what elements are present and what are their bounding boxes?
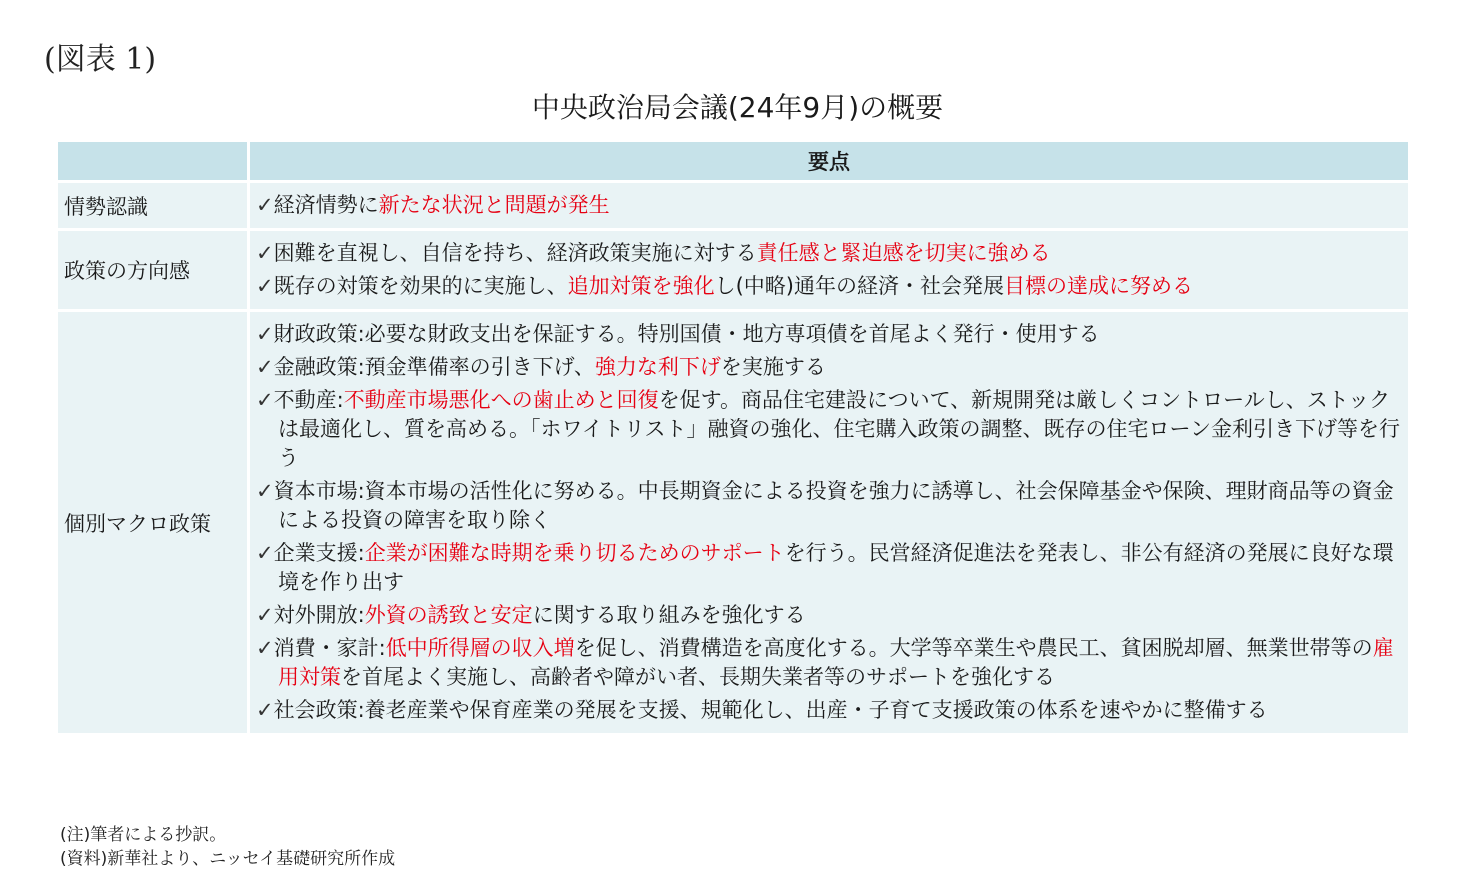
check-icon: ✓: [256, 193, 274, 217]
row-category: 情勢認識: [58, 183, 250, 228]
note-line: (注)筆者による抄訳。: [60, 825, 227, 845]
check-icon: ✓: [256, 388, 274, 412]
table-title: 中央政治局会議(24年9月)の概要: [531, 91, 944, 124]
point-item: [256, 191, 1404, 220]
point-text: 困難を直視し、自信を持ち、経済政策実施に対する: [273, 241, 757, 265]
check-icon: ✓: [256, 322, 274, 346]
highlighted-text: 新たな状況と問題が発生: [378, 193, 610, 217]
row-points: [250, 231, 1408, 309]
point-item: [256, 696, 1404, 725]
point-text: 企業支援:: [273, 541, 365, 565]
check-icon: ✓: [256, 698, 274, 722]
check-icon: ✓: [256, 479, 274, 503]
highlighted-text: 目標の達成に努める: [1004, 274, 1193, 298]
point-item: [256, 320, 1404, 349]
point-item: [256, 272, 1404, 301]
point-text: 経済情勢に: [273, 193, 379, 217]
row-category: 個別マクロ政策: [58, 312, 250, 733]
figure-label: (図表 1): [44, 42, 157, 77]
header-key-points: 要点: [250, 142, 1408, 180]
point-item: [256, 386, 1404, 473]
point-item: [256, 239, 1404, 268]
point-item: [256, 634, 1404, 692]
check-icon: ✓: [256, 603, 274, 627]
row-points: [250, 183, 1408, 228]
highlighted-text: 責任感と緊迫感を切実に強める: [756, 241, 1051, 265]
point-text: 不動産:: [273, 388, 344, 412]
table-row: [58, 312, 1408, 733]
point-text: 財政政策:必要な財政支出を保証する。特別国債・地方専項債を首尾よく発行・使用する: [273, 322, 1100, 346]
highlighted-text: 追加対策を強化: [567, 274, 715, 298]
summary-table: [58, 139, 1408, 736]
point-text: し(中略)通年の経済・社会発展: [714, 274, 1004, 298]
row-points: [250, 312, 1408, 733]
point-text: を促し、消費構造を高度化する。大学等卒業生や農民工、貧困脱却層、無業世帯等の: [574, 636, 1373, 660]
point-text: 金融政策:預金準備率の引き下げ、: [273, 355, 595, 379]
point-text: を実施する: [720, 355, 826, 379]
header-blank-cell: [58, 142, 250, 180]
point-text: を首尾よく実施し、高齢者や障がい者、長期失業者等のサポートを強化する: [341, 665, 1055, 689]
table-row: [58, 231, 1408, 309]
point-text: を促す。商品住宅建設について、新規開発は厳しくコントロールし、ストックは最適化し、質を高める。「ホワイトリスト」融資の強化、住宅購入政策の調整、既存の住宅ローン金利引き下げ等を行う: [278, 388, 1401, 470]
point-item: [256, 477, 1404, 535]
point-text: 既存の対策を効果的に実施し、: [273, 274, 568, 298]
check-icon: ✓: [256, 541, 274, 565]
point-text: に関する取り組みを強化する: [532, 603, 806, 627]
point-text: 消費・家計:: [273, 636, 386, 660]
point-item: [256, 539, 1404, 597]
check-icon: ✓: [256, 241, 274, 265]
highlighted-text: 企業が困難な時期を乗り切るためのサポート: [364, 541, 785, 565]
table-header-row: [58, 142, 1408, 180]
point-item: [256, 353, 1404, 382]
notes: [60, 823, 395, 871]
point-text: を行う。民営経済促進法を発表し、非公有経済の発展に良好な環境を作り出す: [278, 541, 1394, 594]
point-item: [256, 601, 1404, 630]
table-row: [58, 183, 1408, 228]
highlighted-text: 低中所得層の収入増: [385, 636, 575, 660]
point-text: 資本市場:資本市場の活性化に努める。中長期資金による投資を強力に誘導し、社会保障基金や保険、理財商品等の資金による投資の障害を取り除く: [273, 479, 1394, 532]
highlighted-text: 不動産市場悪化への歯止めと回復: [343, 388, 659, 412]
note-line: (資料)新華社より、ニッセイ基礎研究所作成: [60, 849, 396, 869]
check-icon: ✓: [256, 274, 274, 298]
check-icon: ✓: [256, 636, 274, 660]
highlighted-text: 強力な利下げ: [594, 355, 721, 379]
point-text: 社会政策:養老産業や保育産業の発展を支援、規範化し、出産・子育て支援政策の体系を速やかに整備する: [273, 698, 1268, 722]
highlighted-text: 外資の誘致と安定: [364, 603, 533, 627]
row-category: 政策の方向感: [58, 231, 250, 309]
table-body: [58, 183, 1408, 733]
point-text: 対外開放:: [273, 603, 365, 627]
highlighted-text: 雇用対策: [278, 636, 1394, 689]
check-icon: ✓: [256, 355, 274, 379]
